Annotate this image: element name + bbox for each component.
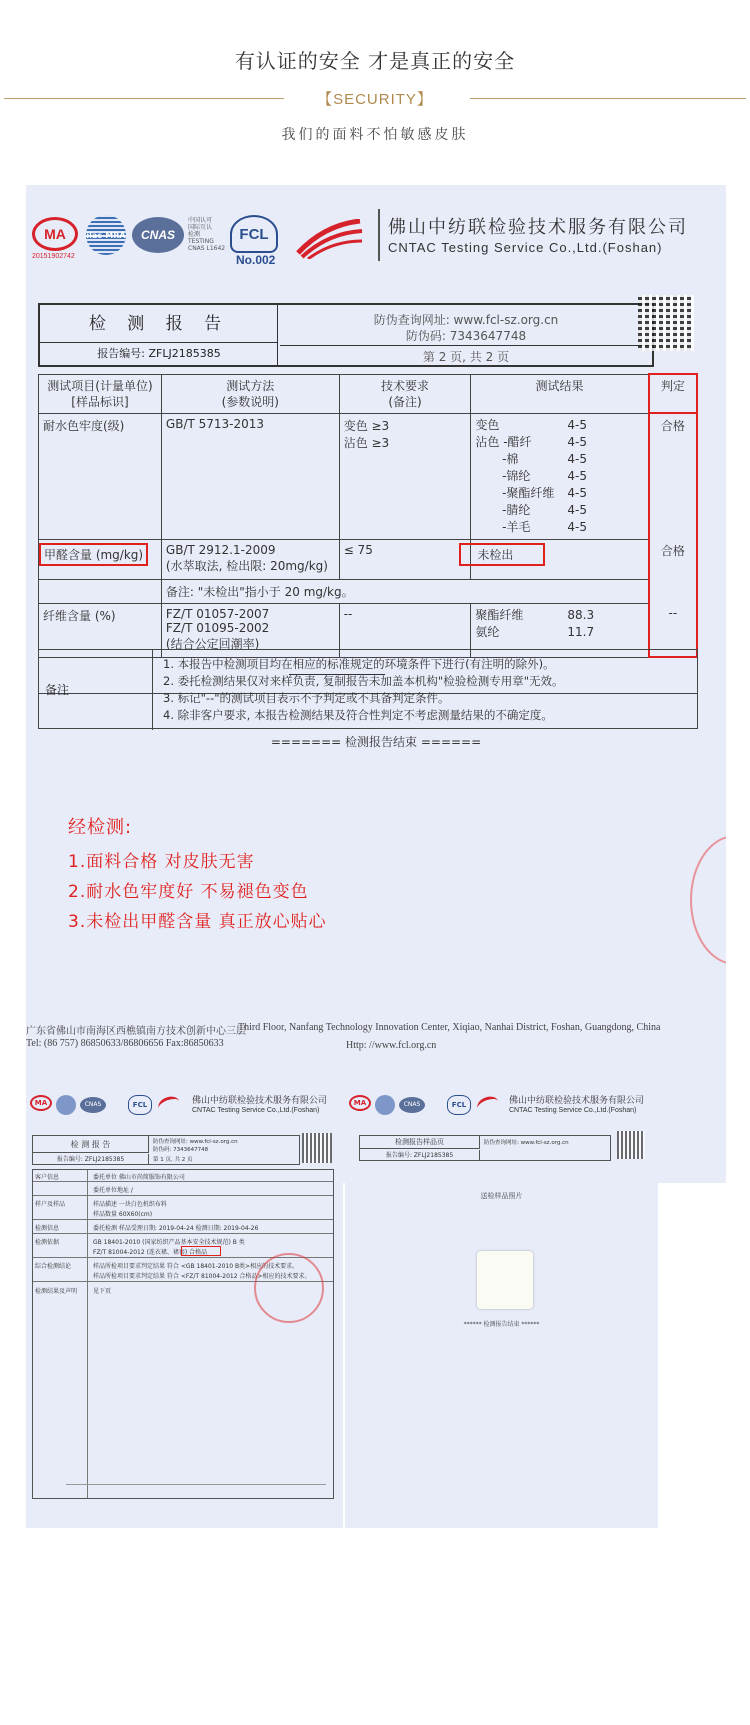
qr-code-icon — [638, 295, 694, 351]
report-number: 报告编号: ZFLJ2185385 — [97, 347, 221, 360]
row2-note-empty — [39, 579, 162, 603]
footer-web: Http: //www.fcl.org.cn — [346, 1040, 437, 1051]
result-name: 沾色 -醋纤 — [475, 434, 532, 449]
table-row — [33, 1220, 333, 1234]
table-row — [39, 539, 698, 579]
result-line — [475, 451, 643, 468]
report-end-text: ======= 检测报告结束 ====== — [270, 735, 482, 749]
row2-method-note: (水萃取法, 检出限: 20mg/kg) — [165, 558, 328, 573]
row2-note-judge — [649, 579, 697, 603]
small-qr-icon — [617, 1131, 645, 1159]
row2-result: 未检出 — [459, 543, 545, 566]
row1-method: GB/T 5713-2013 — [161, 413, 339, 539]
row1-req-2: 沾色 ≥3 — [343, 435, 390, 450]
report-sample-page-thumb — [345, 1083, 658, 1528]
footer-address-en: Third Floor, Nanfang Technology Innovation Center, Xiqiao, Nanhai District, Foshan, Guangdong, China — [238, 1022, 661, 1033]
small-report-title: 检 测 报 告 — [33, 1136, 149, 1153]
row-value: 委托单位地址 / — [93, 1187, 133, 1194]
row1-judge: 合格 — [649, 413, 697, 539]
row-value: GB 18401-2010 (国家纺织产品基本安全技术规范) B 类 — [93, 1239, 245, 1246]
report-header-box — [38, 303, 654, 367]
row3-method: FZ/T 01057-2007 — [165, 606, 270, 621]
remark-item: 1. 本报告中检测项目均在相应的标准规定的环境条件下进行(有注明的除外)。 — [163, 657, 555, 671]
small-qr-icon — [302, 1133, 332, 1163]
row3-method-note: (结合公定回潮率) — [165, 636, 260, 651]
small-cnas-icon: CNAS — [399, 1097, 425, 1113]
row-value: 委托检测 样品受理日期: 2019-04-24 检测日期: 2019-04-26 — [93, 1225, 259, 1232]
result-line — [475, 485, 643, 502]
result-name: -聚酯纤维 — [475, 485, 555, 500]
certification-logos — [32, 215, 372, 265]
row1-item: 耐水色牢度(级) — [39, 413, 162, 539]
col-judge-header: 判定 — [649, 374, 697, 413]
small-cnas-icon: CNAS — [80, 1097, 106, 1113]
row-label: 样户及样品 — [35, 1201, 66, 1208]
highlight-item: 3.未检出甲醛含量 真正放心贴心 — [68, 912, 327, 932]
cma-number: 20151902742 — [32, 253, 75, 260]
result-line — [475, 468, 643, 485]
row1-req-1: 变色 ≥3 — [343, 418, 390, 433]
red-highlight-box — [181, 1246, 221, 1256]
report-header-left — [40, 305, 278, 365]
row-label: 客户信息 — [35, 1174, 60, 1181]
row-label: 检测结果及声明 — [35, 1288, 78, 1295]
red-seal-stamp-icon — [690, 835, 726, 965]
remark-item: 2. 委托检测结果仅对来样负责, 复制报告未加盖本机构"检验检测专用章"无效。 — [163, 674, 564, 688]
row2-result-cell — [471, 539, 649, 579]
signature-line — [66, 1475, 326, 1485]
result-value: 4-5 — [567, 451, 587, 466]
result-line — [475, 417, 643, 434]
highlight-item: 2.耐水色牢度好 不易褪色变色 — [68, 882, 309, 902]
sample-end-text: ****** 检测报告结束 ****** — [463, 1321, 540, 1328]
result-line — [475, 519, 643, 536]
result-value: 4-5 — [567, 417, 587, 432]
cma-logo-icon: MA — [32, 217, 78, 251]
row-value: FZ/T 81004-2012 (连衣裙、裙套) 合格品 — [93, 1249, 208, 1256]
security-label: 【SECURITY】 — [317, 91, 433, 108]
small-info-table — [32, 1169, 334, 1499]
result-line — [475, 624, 643, 641]
small-ilac-icon — [56, 1095, 76, 1115]
remarks-box — [38, 649, 698, 729]
small-header-box — [359, 1135, 611, 1161]
result-name: -锦纶 — [475, 468, 531, 483]
fcl-number: No.002 — [236, 253, 276, 267]
row2-method: GB/T 2912.1-2009 — [165, 542, 276, 557]
result-name: 氨纶 — [475, 624, 500, 639]
highlight-title: 经检测: — [68, 817, 133, 838]
report-page-1-thumb — [26, 1083, 343, 1528]
sample-photo-label: 送检样品照片 — [480, 1192, 523, 1200]
result-name: -腈纶 — [475, 502, 531, 517]
table-row — [39, 413, 698, 539]
fcl-logo-icon: FCL — [230, 215, 278, 253]
small-lab-name: 佛山中纺联检验技术服务有限公司 — [192, 1096, 328, 1106]
table-header-row — [39, 374, 698, 413]
cntac-flag-icon — [294, 219, 364, 259]
col-req-header: 技术要求 (备注) — [339, 374, 471, 413]
page-info: 第 2 页, 共 2 页 — [280, 345, 652, 365]
main-test-report — [26, 185, 726, 1183]
row1-req — [339, 413, 471, 539]
result-name: -棉 — [475, 451, 519, 466]
small-lab-name-en: CNTAC Testing Service Co.,Ltd.(Foshan) — [192, 1107, 320, 1114]
result-name: 聚酯纤维 — [475, 607, 524, 622]
row-value: 见下页 — [93, 1288, 112, 1295]
small-flag-icon — [475, 1094, 501, 1117]
row2-req: ≤ 75 — [339, 539, 471, 579]
small-report-title: 检测报告样品页 — [360, 1136, 480, 1149]
col-method-header: 测试方法 (参数说明) — [161, 374, 339, 413]
lab-divider — [378, 209, 380, 261]
small-report-no: 报告编号: ZFLJ2185385 — [360, 1150, 480, 1161]
lab-name: 佛山中纺联检验技术服务有限公司 — [388, 217, 688, 238]
col-item-header: 测试项目(计量单位) [样品标识] — [39, 374, 162, 413]
page-subtitle: 我们的面料不怕敏感皮肤 — [281, 127, 469, 143]
ilac-mra-logo-icon: ilac-MRA — [86, 215, 126, 255]
small-lab-name-en: CNTAC Testing Service Co.,Ltd.(Foshan) — [509, 1107, 637, 1114]
row-value: 样品所检项目要求判定结果 符合 <GB 18401-2010 B类>相应的技术要求。 — [93, 1263, 299, 1270]
result-value: 4-5 — [567, 502, 587, 517]
row2-item-cell — [39, 539, 162, 579]
small-site: 防伪查询网址: www.fcl-sz.org.cn — [153, 1139, 238, 1145]
result-value: 4-5 — [567, 519, 587, 534]
small-cma-icon: MA — [349, 1095, 371, 1111]
small-fcl-icon: FCL — [128, 1095, 152, 1115]
result-line — [475, 502, 643, 519]
result-value: 11.7 — [567, 624, 595, 639]
remark-item: 3. 标记"--"的测试项目表示不予判定或不具备判定条件。 — [163, 691, 450, 705]
row2-judge: 合格 — [649, 539, 697, 579]
report-header-right — [280, 305, 652, 365]
result-name: 变色 — [475, 417, 500, 432]
small-ilac-icon — [375, 1095, 395, 1115]
small-flag-icon — [156, 1094, 182, 1117]
result-value: 88.3 — [567, 607, 595, 622]
small-cma-icon: MA — [30, 1095, 52, 1111]
report-title: 检 测 报 告 — [40, 305, 278, 343]
result-value: 4-5 — [567, 468, 587, 483]
remarks-label: 备注 — [39, 650, 153, 730]
highlight-item: 1.面料合格 对皮肤无害 — [68, 852, 255, 872]
row-value: 样品所检项目要求判定结果 符合 <FZ/T 81004-2012 合格品>相应的技术要求。 — [93, 1273, 311, 1280]
row-label: 检测信息 — [35, 1225, 60, 1232]
cnas-logo-icon: CNAS — [132, 217, 184, 253]
small-site: 防伪查询网址: www.fcl-sz.org.cn — [484, 1140, 569, 1146]
remark-item: 4. 除非客户要求, 本报告检测结果及符合性判定不考虑测量结果的不确定度。 — [163, 708, 553, 722]
security-divider — [0, 88, 750, 110]
footer-address-cn: 广东省佛山市南海区西樵镇南方技术创新中心三层 — [26, 1026, 246, 1037]
row2-item: 甲醛含量 (mg/kg) — [39, 543, 148, 566]
table-row — [33, 1196, 333, 1220]
small-report-no: 报告编号: ZFLJ2185385 — [33, 1154, 149, 1165]
small-logos-icon — [349, 1095, 499, 1119]
small-code: 防伪码: 7343647748 — [153, 1147, 209, 1153]
small-lab-name: 佛山中纺联检验技术服务有限公司 — [509, 1096, 645, 1106]
row3-judge: -- — [649, 603, 697, 657]
row3-item: 纤维含量 (%) — [39, 603, 162, 657]
result-value: 4-5 — [567, 485, 587, 500]
small-fcl-icon: FCL — [447, 1095, 471, 1115]
red-seal-stamp-icon — [254, 1253, 324, 1323]
row2-method-cell — [161, 539, 339, 579]
table-row — [39, 579, 698, 603]
row-label: 检测依据 — [35, 1239, 60, 1246]
col-result-header: 测试结果 — [471, 374, 649, 413]
result-line — [475, 607, 643, 624]
fabric-sample-image — [477, 1251, 533, 1309]
row3-method2: FZ/T 01095-2002 — [165, 620, 270, 635]
row-value: 样品描述 一块白色机织布料 — [93, 1201, 167, 1208]
anti-fake-code: 防伪码: 7343647748 — [405, 329, 527, 343]
test-results-table — [38, 373, 698, 694]
footer-tel: Tel: (86 757) 86850633/86806656 Fax:86850633 — [26, 1038, 224, 1049]
table-row — [33, 1182, 333, 1196]
row3-req: -- — [339, 603, 471, 657]
anti-fake-site: 防伪查询网址: www.fcl-sz.org.cn — [373, 313, 559, 327]
small-header-box — [32, 1135, 300, 1165]
row1-results — [471, 413, 649, 539]
result-name: -羊毛 — [475, 519, 531, 534]
row-label: 综合检测结论 — [35, 1263, 72, 1270]
lab-name-en: CNTAC Testing Service Co.,Ltd.(Foshan) — [388, 240, 663, 255]
small-logos-icon — [30, 1095, 180, 1119]
result-value: 4-5 — [567, 434, 587, 449]
row2-note: 备注: "未检出"指小于 20 mg/kg。 — [161, 579, 648, 603]
page-title: 有认证的安全 才是真正的安全 — [234, 49, 516, 73]
remarks-list — [163, 656, 564, 724]
small-page: 第 1 页, 共 2 页 — [153, 1157, 193, 1163]
row-value: 样品数量 60X60(cm) — [93, 1211, 153, 1218]
table-row — [33, 1170, 333, 1182]
result-line — [475, 434, 643, 451]
cnas-caption: 中国认可 国际互认 检测 TESTING CNAS L1642 — [188, 217, 226, 252]
row-value: 委托单位 佛山市尚简服饰有限公司 — [93, 1174, 185, 1181]
